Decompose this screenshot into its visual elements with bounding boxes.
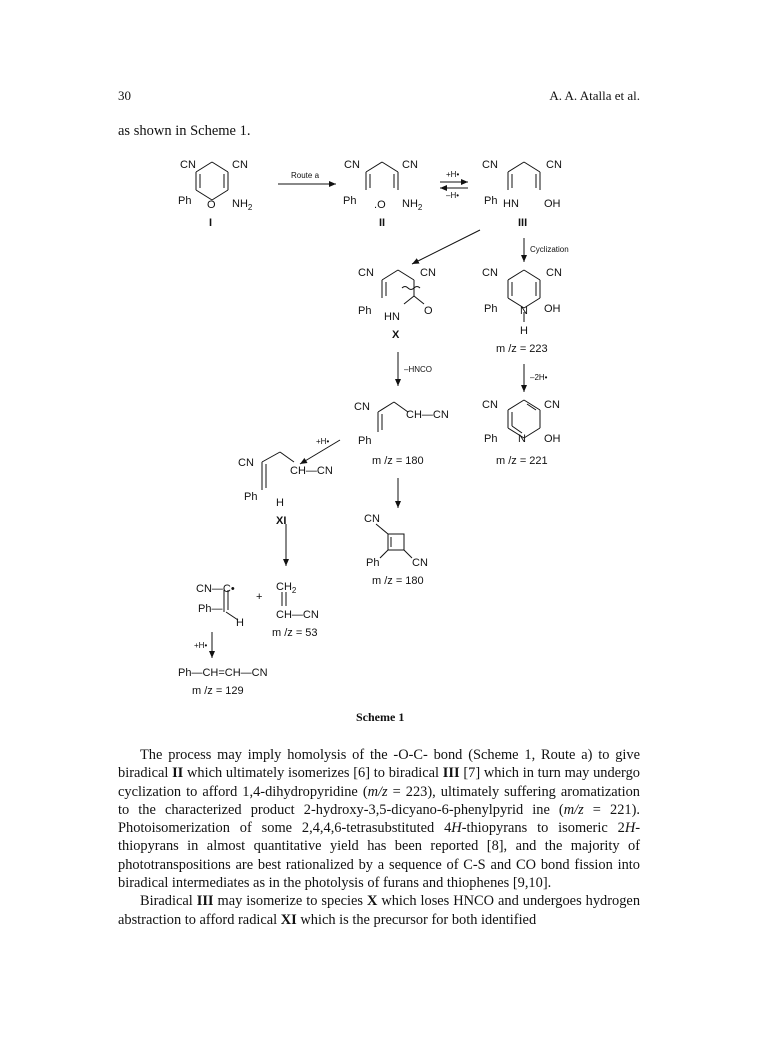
cn-label: CN (482, 267, 498, 279)
compound-iii-ring (508, 162, 540, 190)
paragraph: The process may imply homolysis of the -O-C- bond (Scheme 1, Route a) to give biradical II which ultimately isomerizes [6] to biradical III [7] which in turn may undergo cyclization to afford 1,4-dihydropyridine (m/z = 223), ultimately suffering aromatization to the characterized product 2-hydroxy-3,5-dicyano-6-phenylpyrid ine (m/z = 221). Photoisomerization of some 2,4,4,6-tetrasubstituted 4H-thiopyrans to isomeric 2H-thiopyrans in almost quantitative yield has been reported [8], and the majority of phototranspositions are best rationalized by a sequence of C-S and CO bond fission into biradical intermediates as in the photolysis of furans and thiophenes [9,10]. (118, 747, 641, 892)
minus-hnco-label: –HNCO (404, 365, 433, 374)
ph-label: Ph (484, 433, 498, 445)
compound-xi-label: XI (276, 515, 287, 527)
mz-180-label: m /z = 180 (372, 455, 424, 467)
mz-53-label: m /z = 53 (272, 627, 318, 639)
cn-label: CN (482, 399, 498, 411)
compound-iii-label: III (518, 217, 528, 229)
h-label: H (236, 617, 244, 629)
final-product-label: Ph—CH=CH—CN (178, 667, 268, 679)
nh2-label: $NH_2$ (232, 198, 253, 212)
plus-h-label: +H• (194, 641, 208, 650)
compound-ii-label: II (379, 217, 386, 229)
cn-label: CN (354, 401, 370, 413)
h-label: H (520, 325, 528, 337)
compound-x-label: X (392, 329, 400, 341)
cn-label: CN (544, 399, 560, 411)
cn-label: CN (232, 159, 248, 171)
ph-label: Ph (178, 195, 192, 207)
ph-label: Ph (343, 195, 357, 207)
cn-label: CN (546, 267, 562, 279)
page-number: 30 (118, 88, 131, 103)
ph-label: Ph (244, 491, 258, 503)
o-label: O (207, 199, 216, 211)
mz-129-label: m /z = 129 (192, 685, 244, 697)
compound-x-chain (382, 270, 424, 304)
running-authors: A. A. Atalla et al. (549, 88, 640, 103)
cn-label: CN (364, 513, 380, 525)
plus-h-label: +H• (446, 170, 460, 179)
hn-label: HN (503, 198, 519, 210)
cn-label: CN (420, 267, 436, 279)
ph-dash-label: Ph— (198, 603, 223, 615)
ph-label: Ph (358, 435, 372, 447)
cn-label: CN (412, 557, 428, 569)
cn-label: CN (482, 159, 498, 171)
ch-cn-label: CH—CN (290, 465, 333, 477)
route-a-label: Route a (291, 171, 320, 180)
cn-label: CN (238, 457, 254, 469)
h-label: H (276, 497, 284, 509)
cn-label: CN (358, 267, 374, 279)
paragraph: Biradical III may isomerize to species X which loses HNCO and undergoes hydrogen abstraction to afford radical XI which is the precursor for both identified (118, 893, 641, 928)
cyclization-label: Cyclization (530, 245, 569, 254)
o-label: O (424, 305, 433, 317)
plus-label: + (256, 591, 263, 603)
minus-2h-label: –2H• (530, 373, 548, 382)
mz-180-label: m /z = 180 (372, 575, 424, 587)
cyclobutene-ring (376, 524, 412, 558)
ph-label: Ph (366, 557, 380, 569)
mz-223-label: m /z = 223 (496, 343, 548, 355)
body-text (118, 746, 640, 929)
oh-label: OH (544, 303, 561, 315)
ch-cn-label: CH—CN (406, 409, 449, 421)
n-label: N (518, 433, 526, 445)
mz-221-label: m /z = 221 (496, 455, 548, 467)
cn-label: CN (344, 159, 360, 171)
hn-label: HN (384, 311, 400, 323)
oh-label: OH (544, 433, 561, 445)
ph-label: Ph (484, 303, 498, 315)
ph-label: Ph (484, 195, 498, 207)
compound-i-ring (196, 162, 228, 200)
cn-label: CN (546, 159, 562, 171)
oh-label: OH (544, 198, 561, 210)
compound-i-label: I (209, 217, 213, 229)
minus-h-label: –H• (446, 191, 460, 200)
cn-c-radical-label: CN—C• (196, 583, 235, 595)
plus-h-label: +H• (316, 437, 330, 446)
cn-label: CN (180, 159, 196, 171)
ph-label: Ph (358, 305, 372, 317)
fragment-180-chain (378, 402, 408, 432)
scheme-caption: Scheme 1 (356, 710, 405, 724)
n-label: N (520, 305, 528, 317)
nh2-label: $NH_2$ (402, 198, 423, 212)
cn-label: CN (402, 159, 418, 171)
intro-text: as shown in Scheme 1. (118, 123, 251, 139)
compound-ii-ring (366, 162, 398, 190)
o-radical-label: .O (374, 199, 386, 211)
ch2-label: $CH_2$ (276, 581, 297, 595)
ch-cn-label: CH—CN (276, 609, 319, 621)
